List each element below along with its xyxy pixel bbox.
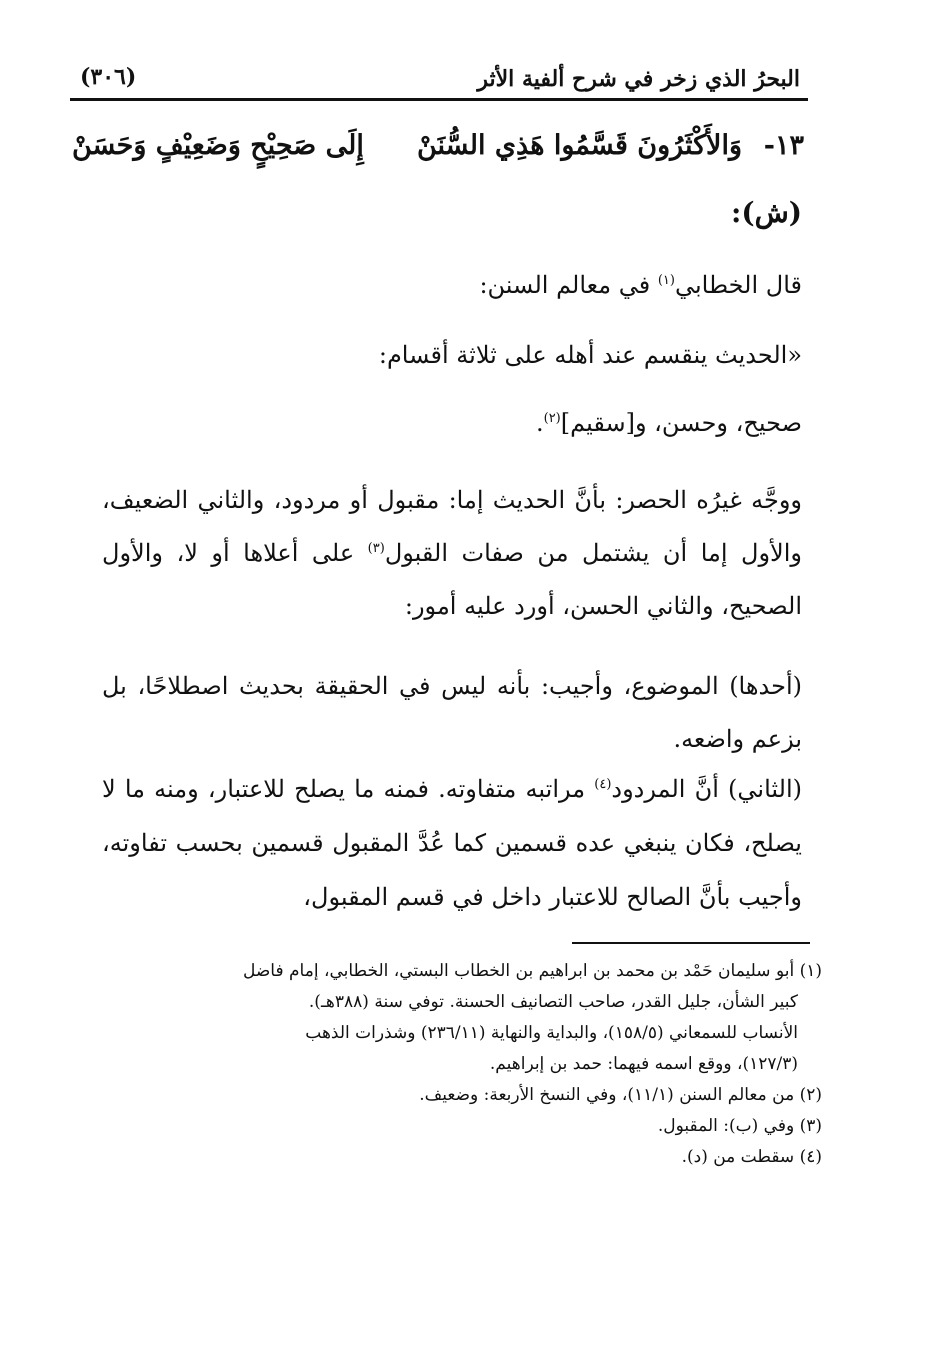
paragraph-text: ووجَّه غيرُه الحصر: بأنَّ الحديث إما: مقبول أو مردود، والثاني الضعيف، والأول إما أن يشتمل من صفات القبول: [102, 486, 802, 567]
page-number: (٣٠٦): [80, 64, 137, 90]
paragraph-text: على أعلاها أو لا، والأول الصحيح، والثاني الحسن، أورد عليه أمور:: [102, 539, 802, 620]
footnote-2: (٢) من معالم السنن (١١/١)، وفي النسخ الأربعة: وضعيف.: [419, 1085, 822, 1105]
paragraph-text: صحيح، وحسن، و[سقيم]: [560, 409, 802, 437]
verse-first-hemistich: وَالأَكْثَرُونَ قَسَّمُوا هَذِي السُّنَنْ: [416, 130, 742, 161]
footnote-1: (١) أبو سليمان حَمْد بن محمد بن ابراهيم بن الخطاب البستي، الخطابي، إمام فاضل: [243, 961, 822, 981]
commentary-label: (ش):: [730, 196, 802, 229]
footnote-1-sources: الأنساب للسمعاني (١٥٨/٥)، والبداية والنهاية (٢٣٦/١١) وشذرات الذهب: [305, 1023, 798, 1043]
verse-line: [72, 130, 802, 210]
paragraph-quote-start: «الحديث ينقسم عند أهله على ثلاثة أقسام:: [378, 341, 802, 369]
footnote-1-sources-continued: (١٢٧/٣)، ووقع اسمه فيهما: حمد بن إبراهيم.: [489, 1054, 798, 1074]
verse-number: ١٣-: [763, 130, 804, 161]
paragraph-three-divisions: [102, 400, 802, 446]
footnote-3: (٣) وفي (ب): المقبول.: [657, 1116, 822, 1136]
paragraph-text: قال الخطابي: [674, 271, 802, 299]
footnote-1-continued: كبير الشأن، جليل القدر، صاحب التصانيف الحسنة. توفي سنة (٣٨٨هـ).: [308, 992, 798, 1012]
footnote-marker: (٢): [543, 411, 561, 426]
header-title: البحرُ الذي زخر في شرح ألفية الأثر: [477, 66, 800, 92]
footnote-marker: (٤): [594, 777, 612, 792]
running-header: [70, 58, 808, 101]
footnote-4: (٤) سقطت من (د).: [681, 1147, 822, 1167]
paragraph-restriction: [102, 474, 802, 633]
paragraph-second-objection: [102, 762, 802, 924]
paragraph-text: في معالم السنن:: [479, 271, 658, 299]
footnote-marker: (٣): [367, 541, 385, 556]
footnote-marker: (١): [657, 273, 675, 288]
paragraph-text: مراتبه متفاوته. فمنه ما يصلح للاعتبار، ومنه ما لا يصلح، فكان ينبغي عده قسمين كما عُدَّ المقبول قسمين بحسب تفاوته، وأجيب بأنَّ الصالح للاعتبار داخل في قسم المقبول،: [102, 775, 802, 911]
paragraph-first-objection: (أحدها) الموضوع، وأجيب: بأنه ليس في الحقيقة بحديث اصطلاحًا، بل بزعم واضعه.: [102, 672, 802, 753]
paragraph-text: .: [535, 409, 544, 437]
paragraph-text: (الثاني) أنَّ المردود: [611, 775, 802, 803]
footnotes: [122, 956, 822, 1173]
verse-second-hemistich: إِلَى صَحِيْحٍ وَضَعِيْفٍ وَحَسَنْ: [72, 130, 364, 161]
footnote-separator: [572, 942, 810, 944]
paragraph-khattabi: [102, 262, 802, 308]
